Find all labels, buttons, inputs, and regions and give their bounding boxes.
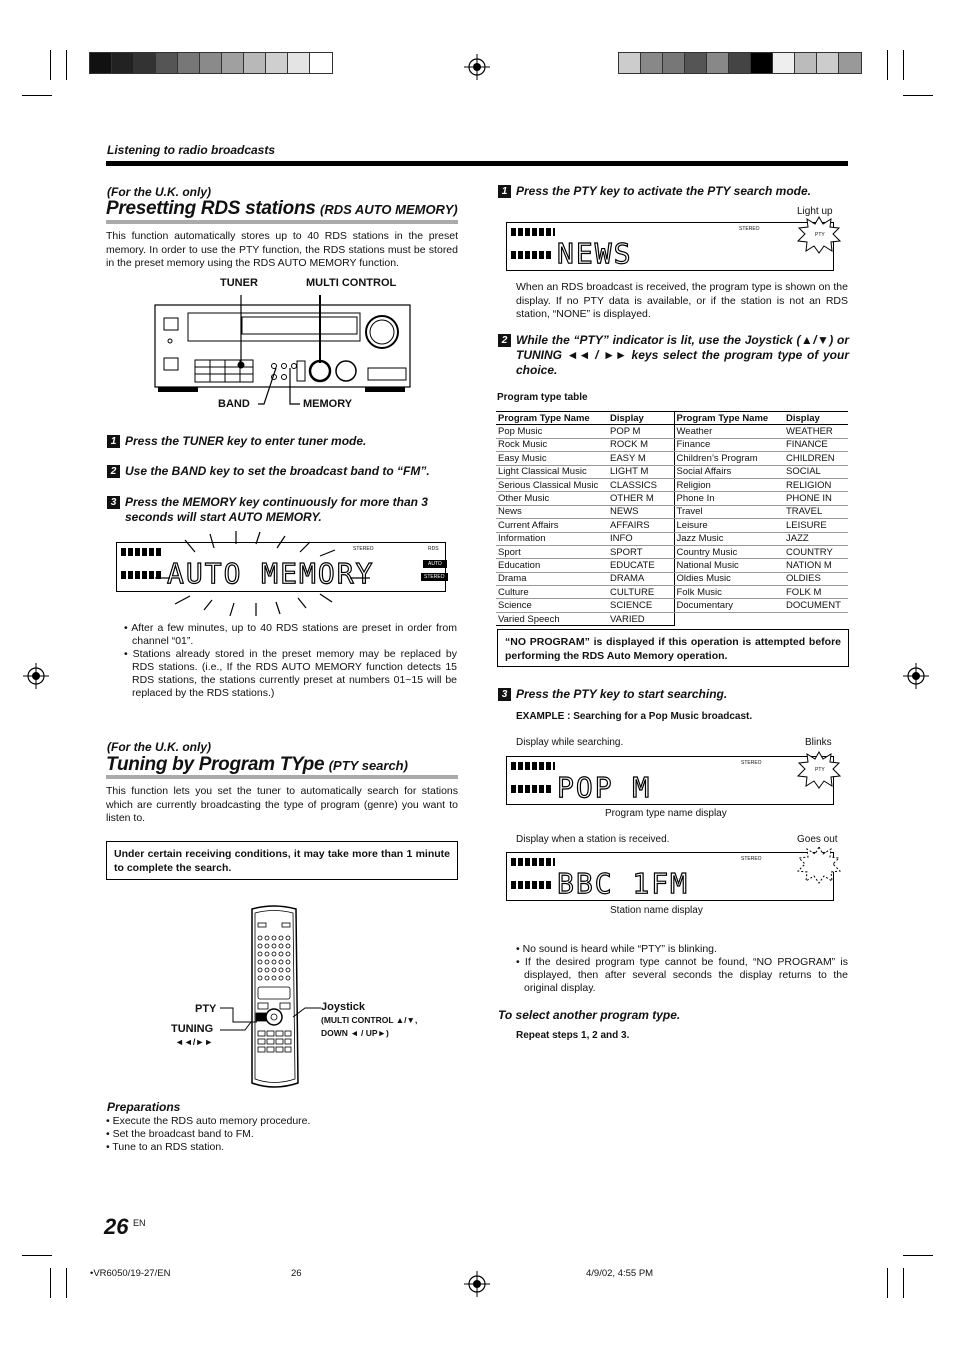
starburst-dashed-icon: [797, 846, 841, 884]
page-lang: EN: [132, 1218, 146, 1228]
table-cell: COUNTRY: [784, 545, 848, 558]
multi-control-label: MULTI CONTROL: [306, 277, 397, 289]
table-cell: Finance: [674, 438, 784, 451]
table-cell: RELIGION: [784, 478, 848, 491]
table-cell: News: [496, 505, 608, 518]
gray-swatch: [177, 52, 200, 74]
registration-mark-icon: [23, 663, 49, 689]
table-cell: OLDIES: [784, 572, 848, 585]
gray-swatch: [640, 52, 663, 74]
table-cell: CHILDREN: [784, 452, 848, 465]
table-cell: CLASSICS: [608, 478, 674, 491]
joystick-label: Joystick: [321, 1001, 366, 1013]
table-cell: WEATHER: [784, 425, 848, 438]
table-row: [496, 532, 848, 545]
table-cell: TRAVEL: [784, 505, 848, 518]
pty-step-1: 1 Press the PTY key to activate the PTY search mode.: [498, 184, 848, 199]
rds-title-main: Presetting RDS stations: [106, 198, 316, 219]
table-row: [496, 478, 848, 491]
table-cell: Religion: [674, 478, 784, 491]
table-row: [496, 559, 848, 572]
table-header: Display: [784, 412, 848, 425]
footer-code: •VR6050/19-27/EN: [90, 1268, 171, 1279]
pty-indicator: PTY: [815, 767, 825, 773]
stereo-indicator: STEREO: [353, 546, 374, 552]
memory-label: MEMORY: [303, 398, 353, 410]
table-cell: SOCIAL: [784, 465, 848, 478]
gray-swatch: [618, 52, 641, 74]
table-cell: PHONE IN: [784, 492, 848, 505]
preparations-list: [106, 1115, 458, 1154]
pty-para1: When an RDS broadcast is received, the program type is shown on the display. If no PTY data is available, or if the station is not an RDS station, “NONE” is displayed.: [516, 281, 848, 320]
received-label: Display when a station is received.: [516, 834, 670, 845]
bbc-display: [506, 852, 834, 901]
table-cell: POP M: [608, 425, 674, 438]
auto-memory-text: AUTO MEMORY: [167, 557, 375, 590]
rds-region-note: (For the U.K. only): [107, 185, 211, 199]
program-name-caption: Program type name display: [605, 808, 727, 819]
example-text: EXAMPLE : Searching for a Pop Music broadcast.: [516, 711, 753, 722]
gray-swatch: [287, 52, 310, 74]
crop-mark: [50, 50, 51, 80]
rds-indicator: RDS: [428, 546, 439, 552]
table-cell: Easy Music: [496, 452, 608, 465]
tuning-key-label: TUNING: [171, 1023, 214, 1035]
table-cell: Social Affairs: [674, 465, 784, 478]
rds-title-rule: [106, 220, 458, 224]
gray-swatch: [111, 52, 134, 74]
pty-step-3: 3 Press the PTY key to start searching.: [498, 687, 848, 702]
table-cell: AFFAIRS: [608, 519, 674, 532]
news-display: [506, 222, 834, 271]
page-number-value: 26: [104, 1214, 129, 1239]
gray-swatch: [309, 52, 333, 74]
crop-mark: [903, 50, 904, 80]
pty-title-sub: (PTY search): [328, 758, 408, 773]
table-cell: Oldies Music: [674, 572, 784, 585]
table-cell: Rock Music: [496, 438, 608, 451]
crop-mark: [66, 1268, 67, 1298]
table-header: Program Type Name: [496, 412, 608, 425]
rds-intro: This function automatically stores up to 40 RDS stations in the preset memory. In order to use the PTY function, the RDS stations must be stored in the preset memory using the RDS AUTO MEMORY function.: [106, 230, 458, 269]
table-cell: Science: [496, 599, 608, 612]
table-cell: JAZZ: [784, 532, 848, 545]
crop-mark: [50, 1268, 51, 1298]
table-cell: Culture: [496, 586, 608, 599]
table-cell: Information: [496, 532, 608, 545]
gray-swatch: [750, 52, 773, 74]
stereo-indicator: STEREO: [739, 226, 760, 232]
gray-swatch: [838, 52, 862, 74]
pty-bullets: [516, 943, 848, 995]
gray-swatch: [794, 52, 817, 74]
table-cell: National Music: [674, 559, 784, 572]
table-header: Display: [608, 412, 674, 425]
receiver-diagram: [150, 275, 420, 415]
table-cell: DRAMA: [608, 572, 674, 585]
table-cell: NATION M: [784, 559, 848, 572]
goes-out-label: Goes out: [797, 834, 838, 845]
table-cell: Phone In: [674, 492, 784, 505]
rds-bullet: • After a few minutes, up to 40 RDS stations are preset in order from channel “01”.: [124, 622, 457, 647]
gray-swatch: [155, 52, 178, 74]
table-cell: Drama: [496, 572, 608, 585]
table-cell: SCIENCE: [608, 599, 674, 612]
table-cell: Jazz Music: [674, 532, 784, 545]
gray-swatch: [199, 52, 222, 74]
table-row: [496, 438, 848, 451]
preparation-item: • Set the broadcast band to FM.: [106, 1128, 254, 1140]
rds-step-1: 1 Press the TUNER key to enter tuner mode.: [107, 434, 457, 449]
tuner-label: TUNER: [220, 277, 258, 289]
preparations-title: Preparations: [107, 1100, 181, 1114]
blinks-label: Blinks: [805, 737, 832, 748]
table-cell: ROCK M: [608, 438, 674, 451]
table-cell: Country Music: [674, 545, 784, 558]
pty-bullet: • No sound is heard while “PTY” is blinking.: [516, 943, 717, 955]
table-cell: Weather: [674, 425, 784, 438]
gray-swatch: [133, 52, 156, 74]
preparation-item: • Execute the RDS auto memory procedure.: [106, 1115, 311, 1127]
table-cell: Pop Music: [496, 425, 608, 438]
table-cell: VARIED: [608, 612, 674, 625]
pty-region-note: (For the U.K. only): [107, 740, 211, 754]
table-cell: FINANCE: [784, 438, 848, 451]
remote-control-icon: [244, 905, 304, 1090]
pty-title: [106, 754, 408, 776]
table-cell: CULTURE: [608, 586, 674, 599]
pty-indicator: PTY: [815, 232, 825, 238]
display-indicators-icon: [511, 881, 553, 889]
pty-intro: This function lets you set the tuner to automatically search for stations which are currently broadcasting the type of program (genre) you want to listen to.: [106, 785, 458, 824]
table-cell: Current Affairs: [496, 519, 608, 532]
table-cell: [674, 612, 784, 625]
table-cell: LIGHT M: [608, 465, 674, 478]
station-name-caption: Station name display: [610, 905, 703, 916]
table-row: [496, 572, 848, 585]
table-row: [496, 599, 848, 612]
band-label: BAND: [218, 398, 250, 410]
table-cell: SPORT: [608, 545, 674, 558]
section-header: Listening to radio broadcasts: [107, 143, 276, 157]
table-cell: Folk Music: [674, 586, 784, 599]
page-number: [104, 1214, 145, 1240]
rds-title: [106, 198, 458, 220]
crop-mark: [22, 1255, 52, 1256]
table-cell: Other Music: [496, 492, 608, 505]
pop-m-text: POP M: [557, 771, 652, 804]
stereo-box-indicator: STEREO: [421, 573, 448, 581]
pty-key-label: PTY: [195, 1003, 217, 1015]
table-cell: Sport: [496, 545, 608, 558]
crop-mark: [66, 50, 67, 80]
repeat-steps-text: Repeat steps 1, 2 and 3.: [516, 1030, 630, 1041]
table-cell: FOLK M: [784, 586, 848, 599]
table-row: [496, 545, 848, 558]
remote-callout-lines-icon: [215, 1000, 325, 1045]
gray-swatch: [89, 52, 112, 74]
table-cell: Education: [496, 559, 608, 572]
rds-bullet: • Stations already stored in the preset memory may be replaced by RDS stations. (i.e., If the RDS AUTO MEMORY function detects 15 RDS stations, the stations currently preset at numbers 01~15 will be replaced by the RDS stations.): [124, 648, 457, 699]
table-cell: Light Classical Music: [496, 465, 608, 478]
table-cell: EASY M: [608, 452, 674, 465]
display-indicators-icon: [511, 785, 553, 793]
table-cell: NEWS: [608, 505, 674, 518]
table-cell: Varied Speech: [496, 612, 608, 625]
pty-note-box: Under certain receiving conditions, it may take more than 1 minute to complete the search.: [106, 841, 458, 880]
preparation-item: • Tune to an RDS station.: [106, 1141, 225, 1153]
table-cell: Serious Classical Music: [496, 478, 608, 491]
table-row: [496, 505, 848, 518]
table-row: [496, 519, 848, 532]
rds-step-3: 3 Press the MEMORY key continuously for more than 3 seconds will start AUTO MEMORY.: [107, 495, 457, 525]
program-type-table-title: Program type table: [497, 392, 588, 403]
crop-mark: [903, 1255, 933, 1256]
gray-swatch: [243, 52, 266, 74]
bbc-text: BBC 1FM: [557, 867, 690, 900]
gray-swatch: [772, 52, 795, 74]
joystick-sub-label: DOWN ◄ / UP►): [321, 1028, 389, 1038]
receiver-icon: [150, 275, 420, 415]
table-cell: DOCUMENT: [784, 599, 848, 612]
pty-step-2: 2 While the “PTY” indicator is lit, use the Joystick (▲/▼) or TUNING ◄◄ / ►► keys select the program type of your choice.: [498, 333, 849, 378]
table-cell: Travel: [674, 505, 784, 518]
header-rule: [106, 161, 848, 166]
auto-indicator: AUTO: [423, 560, 447, 568]
gray-swatch: [728, 52, 751, 74]
footer-date: 4/9/02, 4:55 PM: [586, 1268, 654, 1279]
rds-step-2: 2 Use the BAND key to set the broadcast band to “FM”.: [107, 464, 457, 479]
footer-center: 26: [291, 1268, 302, 1279]
crop-mark: [903, 95, 933, 96]
pty-bullet: • If the desired program type cannot be found, “NO PROGRAM” is displayed, then after several seconds the display returns to the original display.: [516, 956, 848, 994]
table-cell: Documentary: [674, 599, 784, 612]
table-header: Program Type Name: [674, 412, 784, 425]
table-cell: INFO: [608, 532, 674, 545]
gray-swatch: [265, 52, 288, 74]
gray-swatch: [706, 52, 729, 74]
crop-mark: [903, 1268, 904, 1298]
rds-bullets: [124, 622, 457, 700]
table-cell: [784, 612, 848, 625]
searching-label: Display while searching.: [516, 737, 624, 748]
stereo-indicator: STEREO: [741, 760, 762, 766]
crop-mark: [22, 95, 52, 96]
table-cell: OTHER M: [608, 492, 674, 505]
display-indicators-icon: [511, 228, 555, 236]
table-cell: EDUCATE: [608, 559, 674, 572]
rds-title-sub: (RDS AUTO MEMORY): [320, 202, 458, 217]
select-another-title: To select another program type.: [498, 1008, 681, 1022]
table-row: [496, 586, 848, 599]
table-row: [496, 612, 848, 625]
registration-mark-icon: [464, 54, 490, 80]
joystick-sub-label: (MULTI CONTROL ▲/▼,: [321, 1015, 418, 1025]
table-cell: Leisure: [674, 519, 784, 532]
tuning-keys-label: ◄◄/►►: [175, 1037, 214, 1047]
pty-title-main: Tuning by Program TYpe: [106, 754, 325, 775]
no-program-note-box: “NO PROGRAM” is displayed if this operation is attempted before performing the RDS Auto Memory operation.: [497, 629, 849, 667]
table-row: [496, 492, 848, 505]
crop-mark: [887, 1268, 888, 1298]
news-text: NEWS: [557, 237, 633, 270]
light-up-label: Light up: [797, 206, 833, 217]
blink-rays-icon: [150, 530, 390, 620]
registration-mark-icon: [464, 1271, 490, 1297]
registration-mark-icon: [903, 663, 929, 689]
display-indicators-icon: [511, 762, 555, 770]
table-cell: LEISURE: [784, 519, 848, 532]
gray-swatch: [684, 52, 707, 74]
table-row: [496, 465, 848, 478]
table-cell: Children’s Program: [674, 452, 784, 465]
gray-swatch: [221, 52, 244, 74]
pop-m-display: [506, 756, 834, 805]
gray-swatch: [662, 52, 685, 74]
display-indicators-icon: [511, 858, 555, 866]
table-row: [496, 452, 848, 465]
display-indicators-icon: [511, 251, 553, 259]
gray-swatch: [816, 52, 839, 74]
program-type-table: [496, 411, 848, 626]
crop-mark: [887, 50, 888, 80]
pty-title-rule: [106, 775, 458, 779]
stereo-indicator: STEREO: [741, 856, 762, 862]
table-row: [496, 425, 848, 438]
